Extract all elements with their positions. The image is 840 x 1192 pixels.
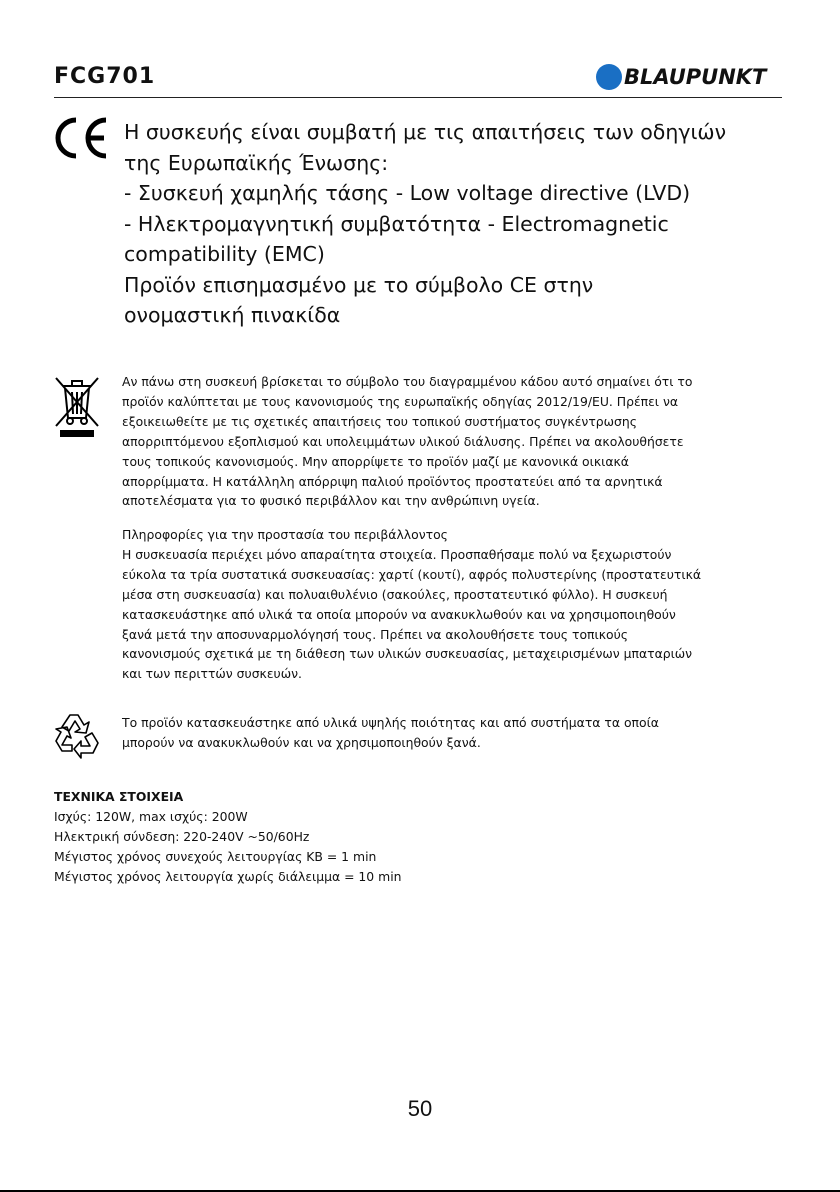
ce-line: Προϊόν επισημασμένο με το σύμβολο CE στην	[124, 272, 594, 297]
weee-line: απορρίμματα. Η κατάλληλη απόρριψη παλιού προϊόντος προστατεύει από τα αρνητικά	[122, 473, 663, 489]
environment-line: κατασκευάστηκε από υλικά τα οποία μπορούν να ανακυκλωθούν και να χρησιμοποιηθούν	[122, 606, 676, 622]
ce-line: - Συσκευή χαμηλής τάσης - Low voltage directive (LVD)	[124, 181, 691, 205]
page-number: 50	[407, 1096, 433, 1121]
weee-line: απορριπτόμενου εξοπλισμού και υπολειμμάτων υλικού διάλυσης. Πρέπει να ακολουθήσετε	[122, 433, 684, 449]
ce-line: ονομαστική πινακίδα	[124, 303, 341, 327]
environment-text	[122, 525, 701, 684]
environment-line: κανονισμούς σχετικά με τη διάθεση των υλικών συσκευασίας, μεταχειρισμένων μπαταριών	[122, 646, 693, 662]
recycle-icon	[52, 711, 102, 759]
spec-line: Μέγιστος χρόνος συνεχούς λειτουργίας KB = 1 min	[54, 848, 377, 864]
model-number: FCG701	[54, 64, 156, 89]
spec-line: Ηλεκτρική σύνδεση: 220-240V ~50/60Hz	[54, 828, 310, 844]
environment-heading: Πληροφορίες για την προστασία του περιβάλλοντος	[122, 527, 448, 542]
brand-name: BLAUPUNKT	[624, 65, 767, 89]
spec-line: Ισχύς: 120W, max ισχύς: 200W	[54, 808, 248, 824]
ce-conformity-text	[124, 117, 824, 331]
weee-line: Αν πάνω στη συσκευή βρίσκεται το σύμβολο του διαγραμμένου κάδου αυτό σημαίνει ότι το	[122, 374, 693, 389]
weee-line: αποτελέσματα για το φυσικό περιβάλλον και την ανθρώπινη υγεία.	[122, 493, 540, 509]
recycling-line: μπορούν να ανακυκλωθούν και να χρησιμοποιηθούν ξανά.	[122, 734, 481, 750]
recycling-line: Το προϊόν κατασκευάστηκε από υλικά υψηλής ποιότητας και από συστήματα τα οποία	[122, 715, 659, 730]
ce-mark-icon	[54, 116, 112, 160]
weee-line: τους τοπικούς κανονισμούς. Μην απορρίψετε το προϊόν μαζί με κανονικά οικιακά	[122, 453, 629, 469]
technical-specs	[54, 787, 402, 887]
spec-line: Μέγιστος χρόνος λειτουργία χωρίς διάλειμμα = 10 min	[54, 868, 402, 884]
specs-title: ΤΕΧΝΙΚΑ ΣΤΟΙΧΕΙΑ	[54, 789, 184, 804]
environment-line: ξανά μετά την αποσυναρμολόγησή τους. Πρέπει να ακολουθήσετε τους τοπικούς	[122, 626, 629, 642]
environment-line: και των περιττών συσκευών.	[122, 666, 302, 682]
ce-line: Η συσκευής είναι συμβατή με τις απαιτήσεις των οδηγιών	[124, 120, 727, 144]
environment-line: μέσα στη συσκευασία) και πολυαιθυλένιο (σακούλες, προστατευτικό φύλλο). Η συσκευή	[122, 586, 668, 602]
weee-text	[122, 372, 692, 511]
brand-logo	[596, 64, 766, 90]
weee-line: εξοικειωθείτε με τις σχετικές απαιτήσεις του τοπικού συστήματος συγκέντρωσης	[122, 413, 638, 429]
ce-line: - Ηλεκτρομαγνητική συμβατότητα - Electromagnetic	[124, 211, 669, 236]
header-divider	[54, 97, 782, 98]
environment-line: εύκολα τα τρία συστατικά συσκευασίας: χαρτί (κουτί), αφρός πολυστερίνης (προστατευτικά	[122, 566, 702, 582]
crossed-out-bin-icon	[52, 374, 102, 440]
recycling-text	[122, 713, 659, 753]
ce-line: της Ευρωπαϊκής Ένωσης:	[124, 150, 389, 175]
brand-dot-icon	[596, 64, 622, 90]
environment-line: Η συσκευασία περιέχει μόνο απαραίτητα στοιχεία. Προσπαθήσαμε πολύ να ξεχωριστούν	[122, 546, 672, 562]
ce-line: compatibility (EMC)	[124, 242, 325, 266]
weee-line: προϊόν καλύπτεται με τους κανονισμούς της ευρωπαϊκής οδηγίας 2012/19/EU. Πρέπει να	[122, 393, 679, 409]
